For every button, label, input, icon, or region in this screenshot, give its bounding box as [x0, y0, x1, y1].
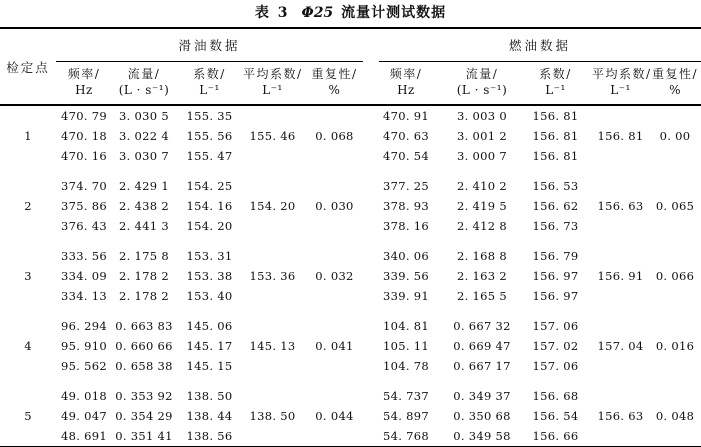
cell-fuel-coefficient: 156. 81	[532, 109, 579, 124]
cell-lube-avg-coefficient: 154. 20	[249, 199, 296, 214]
cell-lube-flow: 2. 429 1	[119, 179, 169, 194]
cell-lube-repeatability: 0. 032	[315, 269, 354, 284]
cell-lube-repeatability	[302, 356, 367, 376]
cell-lube-frequency: 49. 018	[61, 389, 107, 404]
row-spacer	[0, 306, 701, 316]
cell-fuel-avg-coefficient	[592, 216, 649, 236]
cell-point-id: 1	[24, 129, 32, 144]
column-header-lube-frequency: 频率/ Hz	[56, 62, 112, 105]
table-row	[0, 316, 701, 336]
cell-fuel-avg-coefficient	[592, 286, 649, 306]
cell-fuel-frequency: 377. 25	[383, 179, 429, 194]
cell-lube-coefficient: 145. 15	[186, 359, 233, 374]
cell-fuel-flow: 2. 412 8	[457, 219, 507, 234]
cell-fuel-frequency: 470. 63	[383, 129, 429, 144]
flowmeter-test-data-table	[0, 27, 701, 447]
cell-fuel-coefficient: 157. 02	[532, 339, 579, 354]
column-header-lube-repeatability: 重复性/ %	[302, 62, 367, 105]
cell-lube-coefficient: 138. 56	[186, 429, 233, 444]
cell-lube-flow: 3. 030 7	[119, 149, 169, 164]
cell-fuel-repeatability	[649, 176, 701, 196]
cell-fuel-flow: 0. 349 37	[453, 389, 511, 404]
cell-fuel-coefficient: 156. 53	[532, 179, 579, 194]
cell-lube-avg-coefficient: 138. 50	[249, 409, 296, 424]
row-spacer	[0, 236, 701, 246]
row-spacer	[0, 166, 701, 176]
cell-lube-frequency: 334. 09	[61, 269, 107, 284]
row-spacer-cell	[0, 376, 701, 386]
cell-lube-flow: 2. 438 2	[119, 199, 169, 214]
group-header-fuel-oil-label: 燃油数据	[379, 36, 701, 62]
cell-point-id: 5	[24, 409, 32, 424]
cell-fuel-flow: 2. 165 5	[457, 289, 507, 304]
cell-fuel-frequency: 104. 81	[383, 319, 429, 334]
cell-fuel-coefficient: 156. 73	[532, 219, 579, 234]
cell-fuel-flow: 2. 163 2	[457, 269, 507, 284]
cell-lube-coefficient: 154. 25	[186, 179, 233, 194]
cell-lube-repeatability: 0. 030	[315, 199, 354, 214]
cell-lube-frequency: 49. 047	[61, 409, 107, 424]
cell-lube-frequency: 48. 691	[61, 429, 107, 444]
column-header-fuel-flow: 流量/ (L · s⁻¹)	[445, 62, 519, 105]
cell-fuel-frequency: 104. 78	[383, 359, 429, 374]
cell-fuel-flow: 3. 003 0	[457, 109, 507, 124]
table-row	[0, 246, 701, 266]
cell-point-id	[0, 316, 56, 336]
cell-lube-repeatability	[302, 286, 367, 306]
cell-lube-avg-coefficient	[243, 246, 302, 266]
cell-fuel-frequency: 470. 54	[383, 149, 429, 164]
table-subject: 流量计测试数据	[341, 5, 447, 21]
cell-fuel-coefficient: 156. 62	[532, 199, 579, 214]
cell-fuel-avg-coefficient	[592, 386, 649, 406]
cell-lube-repeatability: 0. 044	[315, 409, 354, 424]
cell-fuel-avg-coefficient: 157. 04	[597, 339, 644, 354]
cell-lube-repeatability	[302, 176, 367, 196]
cell-fuel-flow: 2. 168 8	[457, 249, 507, 264]
cell-lube-repeatability	[302, 105, 367, 126]
cell-fuel-repeatability: 0. 00	[659, 129, 691, 144]
cell-lube-coefficient: 155. 35	[186, 109, 233, 124]
cell-fuel-repeatability	[649, 146, 701, 166]
cell-lube-repeatability	[302, 426, 367, 447]
cell-fuel-flow: 2. 419 5	[457, 199, 507, 214]
cell-fuel-repeatability	[649, 426, 701, 447]
cell-lube-avg-coefficient	[243, 356, 302, 376]
cell-fuel-coefficient: 156. 97	[532, 269, 579, 284]
group-header-row	[0, 28, 701, 62]
table-row	[0, 196, 701, 216]
cell-lube-coefficient: 155. 56	[186, 129, 233, 144]
row-spacer-cell	[0, 166, 701, 176]
cell-point-id	[0, 356, 56, 376]
table-title	[0, 0, 701, 27]
cell-point-id	[0, 286, 56, 306]
table-row	[0, 406, 701, 426]
cell-lube-flow: 0. 351 41	[115, 429, 173, 444]
cell-fuel-frequency: 54. 737	[383, 389, 429, 404]
cell-fuel-repeatability: 0. 016	[655, 339, 695, 354]
table-row	[0, 105, 701, 126]
table-row	[0, 356, 701, 376]
cell-lube-repeatability	[302, 146, 367, 166]
cell-lube-frequency: 375. 86	[61, 199, 107, 214]
cell-fuel-coefficient: 157. 06	[532, 359, 579, 374]
cell-lube-flow: 0. 660 66	[115, 339, 173, 354]
column-header-lube-coefficient: 系数/ L⁻¹	[176, 62, 243, 105]
cell-point-id	[0, 386, 56, 406]
cell-fuel-repeatability	[649, 246, 701, 266]
cell-fuel-frequency: 378. 93	[383, 199, 429, 214]
cell-fuel-repeatability	[649, 286, 701, 306]
cell-lube-flow: 2. 175 8	[119, 249, 169, 264]
cell-lube-frequency: 470. 16	[61, 149, 107, 164]
cell-point-id	[0, 216, 56, 236]
cell-lube-avg-coefficient: 145. 13	[249, 339, 296, 354]
cell-lube-avg-coefficient	[243, 146, 302, 166]
cell-fuel-coefficient: 156. 68	[532, 389, 579, 404]
cell-lube-avg-coefficient	[243, 216, 302, 236]
cell-fuel-frequency: 378. 16	[383, 219, 429, 234]
group-header-fuel-oil	[367, 28, 701, 62]
cell-lube-avg-coefficient	[243, 286, 302, 306]
cell-fuel-frequency: 54. 897	[383, 409, 429, 424]
cell-fuel-frequency: 339. 91	[383, 289, 429, 304]
table-row	[0, 286, 701, 306]
column-header-lube-flow: 流量/ (L · s⁻¹)	[112, 62, 176, 105]
cell-fuel-frequency: 340. 06	[383, 249, 429, 264]
table-row	[0, 426, 701, 447]
group-header-lube-oil	[56, 28, 367, 62]
cell-lube-frequency: 334. 13	[61, 289, 107, 304]
row-spacer-cell	[0, 306, 701, 316]
table-row	[0, 176, 701, 196]
cell-fuel-flow: 3. 000 7	[457, 149, 507, 164]
cell-point-id	[0, 105, 56, 126]
cell-fuel-coefficient: 156. 81	[532, 149, 579, 164]
cell-lube-flow: 0. 353 92	[115, 389, 173, 404]
cell-lube-flow: 3. 030 5	[119, 109, 169, 124]
cell-fuel-avg-coefficient: 156. 63	[597, 409, 644, 424]
cell-point-id: 2	[24, 199, 32, 214]
column-header-fuel-frequency: 频率/ Hz	[367, 62, 445, 105]
cell-lube-frequency: 374. 70	[61, 179, 107, 194]
cell-lube-repeatability	[302, 246, 367, 266]
cell-lube-frequency: 96. 294	[61, 319, 107, 334]
column-header-point: 检定点	[0, 28, 56, 105]
cell-fuel-coefficient: 156. 66	[532, 429, 579, 444]
table-row	[0, 216, 701, 236]
cell-lube-flow: 0. 658 38	[115, 359, 173, 374]
table-body	[0, 105, 701, 447]
column-header-row	[0, 62, 701, 105]
cell-lube-frequency: 470. 79	[61, 109, 107, 124]
cell-fuel-flow: 0. 667 17	[453, 359, 511, 374]
cell-lube-flow: 2. 178 2	[119, 269, 169, 284]
cell-fuel-coefficient: 156. 81	[532, 129, 579, 144]
cell-point-id	[0, 146, 56, 166]
cell-point-id: 4	[24, 339, 32, 354]
cell-fuel-flow: 0. 350 68	[453, 409, 511, 424]
cell-fuel-flow: 0. 349 58	[453, 429, 511, 444]
cell-lube-frequency: 376. 43	[61, 219, 107, 234]
table-row	[0, 266, 701, 286]
cell-lube-coefficient: 153. 31	[186, 249, 233, 264]
cell-fuel-repeatability	[649, 105, 701, 126]
cell-lube-coefficient: 154. 16	[186, 199, 233, 214]
column-header-lube-avg-coefficient: 平均系数/ L⁻¹	[243, 62, 302, 105]
cell-lube-avg-coefficient	[243, 105, 302, 126]
cell-lube-frequency: 95. 910	[61, 339, 107, 354]
row-spacer-cell	[0, 236, 701, 246]
cell-lube-repeatability: 0. 041	[315, 339, 354, 354]
cell-lube-flow: 0. 354 29	[115, 409, 173, 424]
cell-fuel-flow: 0. 667 32	[453, 319, 511, 334]
cell-fuel-repeatability	[649, 316, 701, 336]
cell-fuel-frequency: 54. 768	[383, 429, 429, 444]
column-header-fuel-avg-coefficient: 平均系数/ L⁻¹	[592, 62, 649, 105]
cell-fuel-avg-coefficient	[592, 246, 649, 266]
cell-lube-repeatability	[302, 316, 367, 336]
cell-lube-frequency: 95. 562	[61, 359, 107, 374]
cell-lube-repeatability: 0. 068	[315, 129, 354, 144]
cell-lube-frequency: 470. 18	[61, 129, 107, 144]
row-spacer	[0, 376, 701, 386]
cell-lube-repeatability	[302, 386, 367, 406]
table-row	[0, 126, 701, 146]
column-header-fuel-repeatability: 重复性/ %	[649, 62, 701, 105]
cell-fuel-coefficient: 156. 79	[532, 249, 579, 264]
cell-point-id	[0, 176, 56, 196]
cell-fuel-avg-coefficient: 156. 63	[597, 199, 644, 214]
cell-lube-avg-coefficient	[243, 176, 302, 196]
cell-fuel-repeatability: 0. 066	[655, 269, 695, 284]
cell-lube-flow: 0. 663 83	[115, 319, 173, 334]
cell-fuel-frequency: 339. 56	[383, 269, 429, 284]
cell-point-id	[0, 426, 56, 447]
cell-point-id: 3	[24, 269, 32, 284]
cell-lube-coefficient: 153. 38	[186, 269, 233, 284]
cell-lube-coefficient: 138. 50	[186, 389, 233, 404]
cell-lube-coefficient: 154. 20	[186, 219, 233, 234]
cell-lube-flow: 2. 178 2	[119, 289, 169, 304]
cell-lube-avg-coefficient	[243, 386, 302, 406]
cell-lube-frequency: 333. 56	[61, 249, 107, 264]
column-header-fuel-coefficient: 系数/ L⁻¹	[519, 62, 592, 105]
cell-fuel-avg-coefficient	[592, 356, 649, 376]
cell-point-id	[0, 246, 56, 266]
group-header-lube-oil-label: 滑油数据	[56, 36, 363, 62]
cell-fuel-coefficient: 157. 06	[532, 319, 579, 334]
cell-fuel-flow: 3. 001 2	[457, 129, 507, 144]
cell-lube-avg-coefficient: 153. 36	[249, 269, 296, 284]
table-row	[0, 146, 701, 166]
cell-fuel-avg-coefficient: 156. 81	[597, 129, 644, 144]
cell-fuel-repeatability	[649, 386, 701, 406]
cell-lube-repeatability	[302, 216, 367, 236]
cell-lube-coefficient: 145. 06	[186, 319, 233, 334]
cell-fuel-avg-coefficient	[592, 176, 649, 196]
cell-lube-avg-coefficient: 155. 46	[249, 129, 296, 144]
cell-fuel-avg-coefficient	[592, 426, 649, 447]
cell-fuel-coefficient: 156. 54	[532, 409, 579, 424]
cell-lube-coefficient: 138. 44	[186, 409, 233, 424]
cell-fuel-avg-coefficient	[592, 105, 649, 126]
cell-fuel-repeatability	[649, 216, 701, 236]
table-subject-phi: Φ25	[301, 5, 334, 21]
cell-fuel-flow: 2. 410 2	[457, 179, 507, 194]
cell-fuel-avg-coefficient	[592, 316, 649, 336]
cell-fuel-repeatability: 0. 048	[655, 409, 695, 424]
cell-fuel-frequency: 470. 91	[383, 109, 429, 124]
cell-lube-avg-coefficient	[243, 316, 302, 336]
cell-lube-avg-coefficient	[243, 426, 302, 447]
table-row	[0, 386, 701, 406]
table-number: 表 3	[254, 5, 290, 21]
cell-lube-coefficient: 155. 47	[186, 149, 233, 164]
cell-fuel-avg-coefficient: 156. 91	[597, 269, 644, 284]
cell-lube-flow: 3. 022 4	[119, 129, 169, 144]
cell-fuel-frequency: 105. 11	[383, 339, 429, 354]
cell-lube-coefficient: 153. 40	[186, 289, 233, 304]
cell-fuel-repeatability: 0. 065	[655, 199, 695, 214]
table-row	[0, 336, 701, 356]
cell-fuel-avg-coefficient	[592, 146, 649, 166]
cell-fuel-coefficient: 156. 97	[532, 289, 579, 304]
cell-lube-flow: 2. 441 3	[119, 219, 169, 234]
cell-lube-coefficient: 145. 17	[186, 339, 233, 354]
cell-fuel-repeatability	[649, 356, 701, 376]
cell-fuel-flow: 0. 669 47	[453, 339, 511, 354]
